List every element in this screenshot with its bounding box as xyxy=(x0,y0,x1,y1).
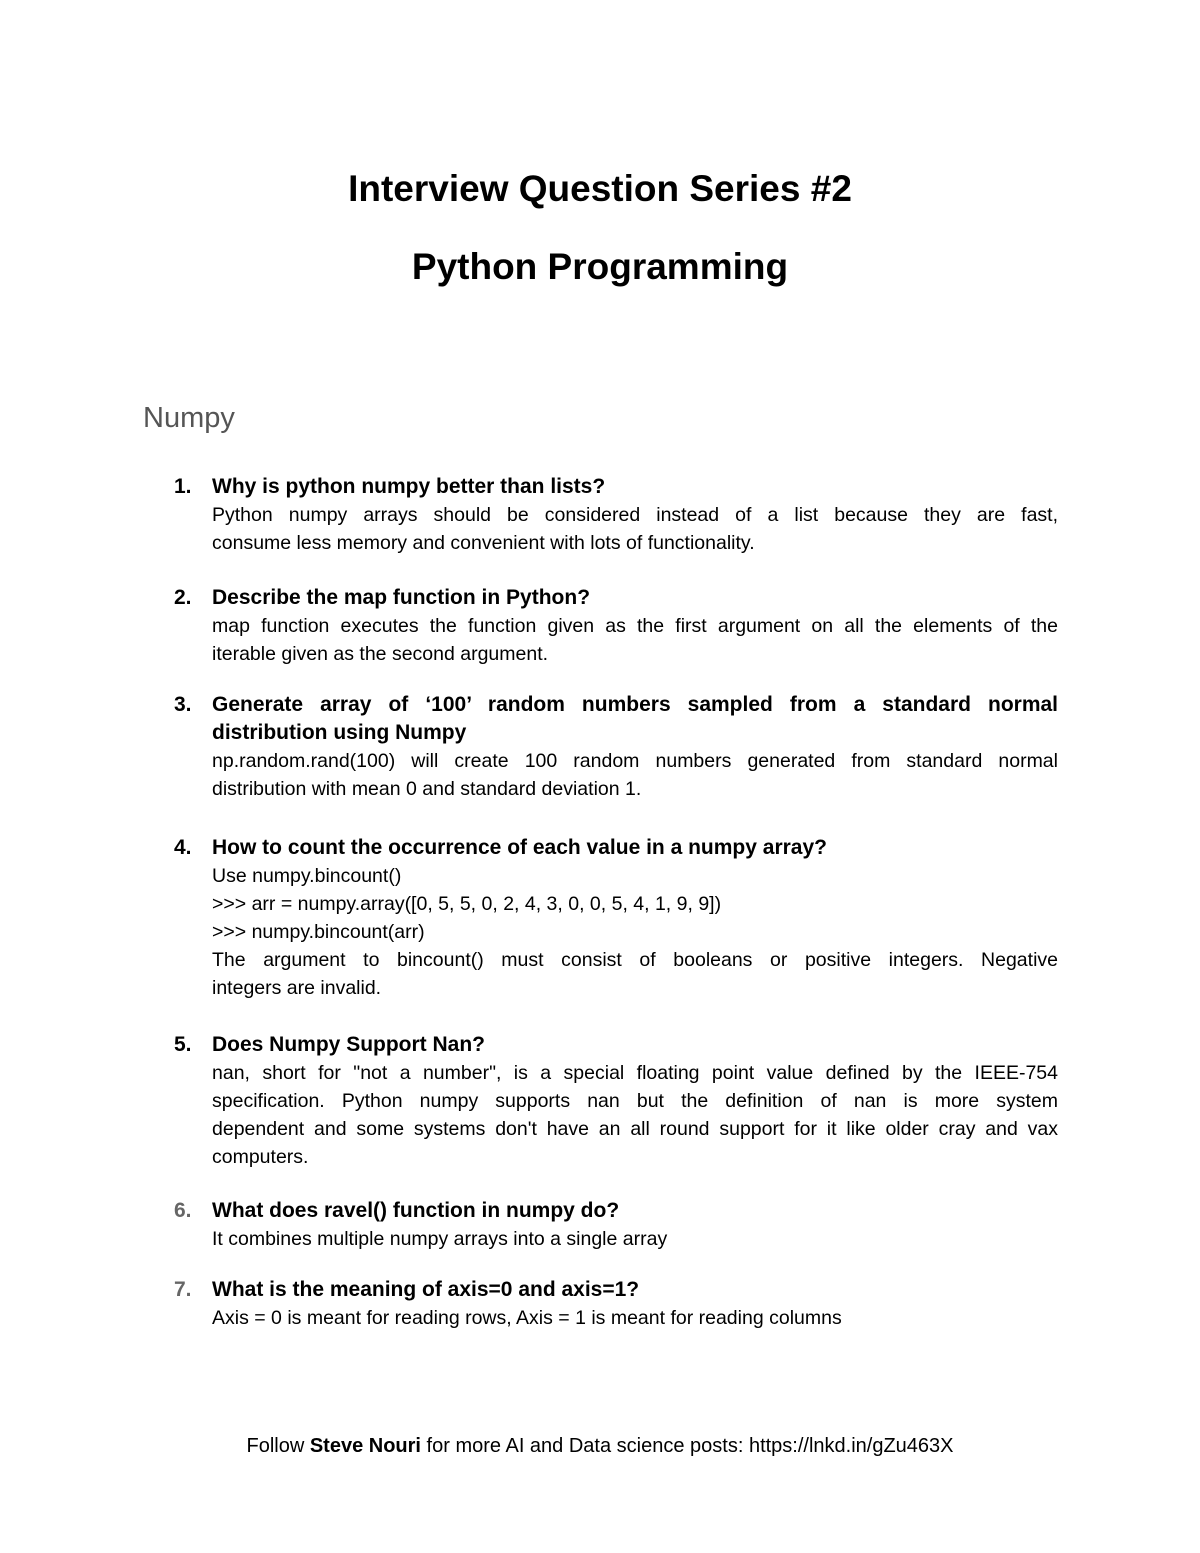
answer-line: map function executes the function given as the first argument on all the elements of the xyxy=(212,615,1058,637)
answer-line: nan, short for "not a number", is a special floating point value defined by the IEEE-754 xyxy=(212,1062,1058,1084)
question-title: Describe the map function in Python? xyxy=(212,586,591,609)
answer-line: specification. Python numpy supports nan but the definition of nan is more system xyxy=(212,1090,1058,1112)
question-number: 7. xyxy=(174,1278,192,1301)
section-heading-numpy: Numpy xyxy=(143,402,235,434)
document-subtitle: Python Programming xyxy=(411,246,789,287)
footer-suffix-link: for more AI and Data science posts: https://lnkd.in/gZu463X xyxy=(421,1435,954,1457)
answer-line: np.random.rand(100) will create 100 random numbers generated from standard normal xyxy=(212,750,1058,772)
question-body xyxy=(212,1276,1058,1332)
answer-line: It combines multiple numpy arrays into a single array xyxy=(212,1228,668,1250)
question-title: What is the meaning of axis=0 and axis=1? xyxy=(212,1278,640,1301)
question-body xyxy=(212,1197,1058,1253)
question-number: 6. xyxy=(174,1199,192,1222)
answer-line: computers. xyxy=(212,1146,309,1168)
question-body xyxy=(212,584,1058,668)
question-number: 2. xyxy=(174,586,192,609)
answer-line: consume less memory and convenient with lots of functionality. xyxy=(212,532,755,554)
code-line: >>> arr = numpy.array([0, 5, 5, 0, 2, 4, 3, 0, 0, 5, 4, 1, 9, 9]) xyxy=(212,893,722,915)
footer-author-name: Steve Nouri xyxy=(309,1435,421,1457)
question-title: Generate array of ‘100’ random numbers sampled from a standard normal distribution using Numpy xyxy=(212,693,1058,744)
code-line: >>> numpy.bincount(arr) xyxy=(212,921,425,943)
question-title: What does ravel() function in numpy do? xyxy=(212,1199,620,1222)
answer-line: iterable given as the second argument. xyxy=(212,643,549,665)
question-title: Does Numpy Support Nan? xyxy=(212,1033,486,1056)
answer-line: Axis = 0 is meant for reading rows, Axis = 1 is meant for reading columns xyxy=(212,1307,842,1329)
footer-prefix: Follow xyxy=(246,1435,310,1457)
answer-line: The argument to bincount() must consist of booleans or positive integers. Negative xyxy=(212,949,1058,971)
question-title: Why is python numpy better than lists? xyxy=(212,475,606,498)
question-body xyxy=(212,473,1058,557)
question-body xyxy=(212,834,1058,1002)
question-number: 5. xyxy=(174,1033,192,1056)
answer-line: dependent and some systems don't have an all round support for it like older cray and vax xyxy=(212,1118,1058,1140)
question-number: 3. xyxy=(174,693,192,716)
footer-note xyxy=(0,1432,1200,1460)
document-title: Interview Question Series #2 xyxy=(348,168,852,209)
answer-line: Use numpy.bincount() xyxy=(212,865,402,887)
question-body xyxy=(212,1031,1058,1171)
answer-line: distribution with mean 0 and standard deviation 1. xyxy=(212,778,642,800)
question-body xyxy=(212,691,1058,803)
question-title: How to count the occurrence of each value in a numpy array? xyxy=(212,836,827,859)
question-number: 1. xyxy=(174,475,192,498)
answer-line: integers are invalid. xyxy=(212,977,382,999)
answer-line: Python numpy arrays should be considered instead of a list because they are fast, xyxy=(212,504,1058,526)
question-number: 4. xyxy=(174,836,192,859)
